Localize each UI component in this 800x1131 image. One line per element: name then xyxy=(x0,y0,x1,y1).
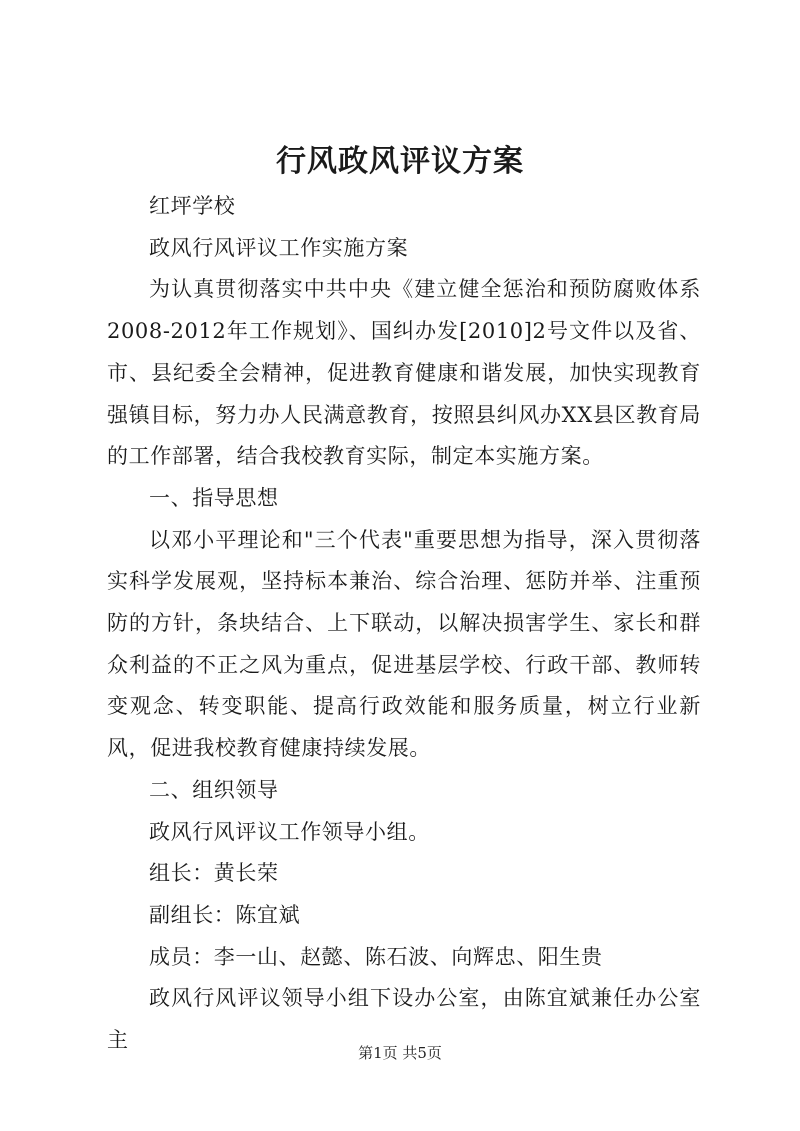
document-title: 行风政风评议方案 xyxy=(276,144,524,179)
paragraph-office: 政风行风评议领导小组下设办公室，由陈宜斌兼任办公室主 xyxy=(107,986,701,1053)
section-heading-organization: 二、组织领导 xyxy=(149,777,279,802)
paragraph-group-leader: 组长：黄长荣 xyxy=(149,861,279,886)
paragraph-plan-name: 政风行风评议工作实施方案 xyxy=(149,235,409,260)
paragraph-school-name: 红坪学校 xyxy=(149,194,236,218)
paragraph-guiding-ideology: 以邓小平理论和"三个代表"重要思想为指导，深入贯彻落实科学发展观，坚持标本兼治、综合治理、惩防并举、注重预防的方针，条块结合、上下联动，以解决损害学生、家长和群众利益的不正之风为重点，促进基层学校、行政干部、教师转变观念、转变职能、提高行政效能和服务质量，树立行业新风，促进我校教育健康持续发展。 xyxy=(107,527,701,761)
paragraph-deputy-leader: 副组长：陈宜斌 xyxy=(149,902,301,927)
page-footer: 第1页 共5页 xyxy=(358,1044,442,1062)
paragraph-leading-group: 政风行风评议工作领导小组。 xyxy=(149,819,430,844)
document-body xyxy=(107,186,701,1062)
paragraph-introduction: 为认真贯彻落实中共中央《建立健全惩治和预防腐败体系2008-2012年工作规划》、国纠办发[2010]2号文件以及省、市、县纪委全会精神，促进教育健康和谐发展，加快实现教育强镇目标，努力办人民满意教育，按照县纠风办XX县区教育局的工作部署，结合我校教育实际，制定本实施方案。 xyxy=(107,277,701,469)
paragraph-members: 成员：李一山、赵懿、陈石波、向辉忠、阳生贵 xyxy=(149,944,603,969)
section-heading-guiding-ideology: 一、指导思想 xyxy=(149,485,279,510)
